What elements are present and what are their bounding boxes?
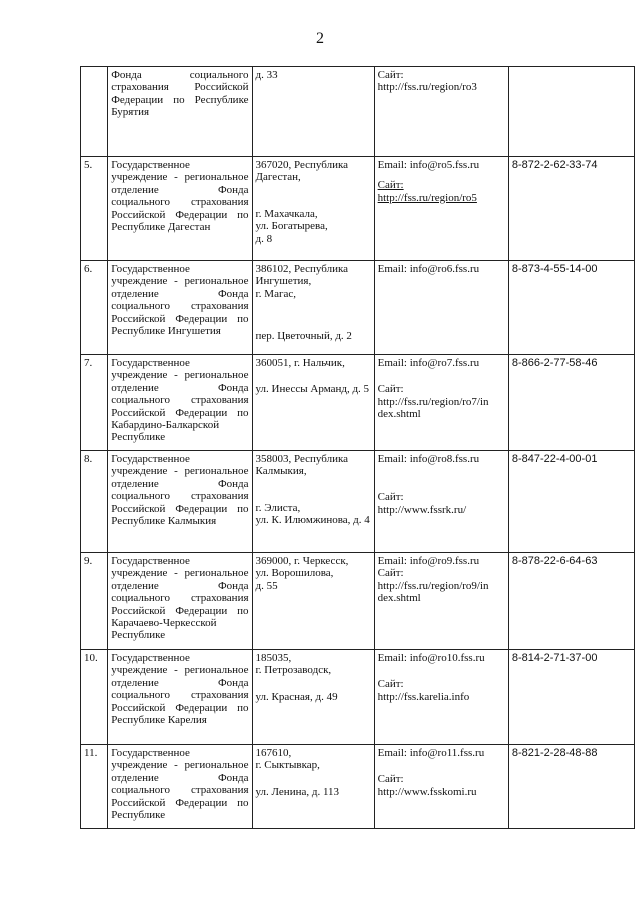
cell-line: Сайт: <box>377 69 404 81</box>
cell-line: г. Петрозаводск, <box>255 664 332 677</box>
table-row <box>81 355 635 451</box>
cell-line: Email: info@ro8.fss.ru <box>377 453 480 465</box>
address-cell <box>252 67 374 157</box>
contact-cell <box>374 355 508 451</box>
table-row <box>81 67 635 157</box>
cell-line: г. Сыктывкар, <box>255 759 320 772</box>
cell-line: Email: info@ro10.fss.ru <box>377 652 485 664</box>
row-number: 10. <box>81 650 108 745</box>
organization-name: Государственное учреждение - региональное отделение Фонда социального страхования Российской Федерации по Республике Калмыкия <box>108 451 252 553</box>
row-number: 7. <box>81 355 108 451</box>
contact-cell <box>374 157 508 261</box>
cell-line: Сайт: <box>377 678 404 691</box>
cell-line: пер. Цветочный, д. 2 <box>255 330 352 343</box>
cell-line: 386102, Республика Ингушетия, <box>255 263 349 288</box>
phone-number: 8-814-2-71-37-00 <box>508 650 634 745</box>
table-row <box>81 157 635 261</box>
cell-line: д. 8 <box>255 232 273 245</box>
organization-name: Государственное учреждение - региональное отделение Фонда социального страхования Российской Федерации по Карачаево-Черкесской Республике <box>108 553 252 650</box>
address-cell <box>252 650 374 745</box>
row-number: 9. <box>81 553 108 650</box>
cell-line: dex.shtml <box>377 592 421 605</box>
cell-line: 369000, г. Черкесск, <box>255 555 349 567</box>
address-cell <box>252 745 374 829</box>
cell-line: 360051, г. Нальчик, <box>255 357 345 369</box>
cell-line: Сайт: <box>377 491 404 504</box>
row-number: 5. <box>81 157 108 261</box>
phone-number: 8-872-2-62-33-74 <box>508 157 634 261</box>
cell-line: 367020, Республика Дагестан, <box>255 159 349 184</box>
cell-line: Email: info@ro7.fss.ru <box>377 357 480 369</box>
phone-number: 8-866-2-77-58-46 <box>508 355 634 451</box>
row-number <box>81 67 108 157</box>
address-cell <box>252 157 374 261</box>
table-row <box>81 650 635 745</box>
address-cell <box>252 553 374 650</box>
cell-line: 185035, <box>255 652 292 664</box>
phone-number: 8-873-4-55-14-00 <box>508 261 634 355</box>
table-row <box>81 745 635 829</box>
address-cell <box>252 261 374 355</box>
cell-line: Email: info@ro9.fss.ru <box>377 555 480 567</box>
phone-number: 8-821-2-28-48-88 <box>508 745 634 829</box>
cell-line: http://fss.ru/region/ro7/in <box>377 395 489 408</box>
organization-name: Государственное учреждение - региональное отделение Фонда социального страхования Российской Федерации по Республике <box>108 745 252 829</box>
contact-cell <box>374 261 508 355</box>
cell-line: Сайт: <box>377 383 404 396</box>
page-number: 2 <box>316 30 324 47</box>
cell-line: ул. К. Илюмжинова, д. 4 <box>255 514 370 527</box>
table-row <box>81 451 635 553</box>
organization-name: Фонда социального страхования Российской Федерации по Республике Бурятия <box>108 67 252 157</box>
organization-name: Государственное учреждение - региональное отделение Фонда социального страхования Российской Федерации по Республике Карелия <box>108 650 252 745</box>
cell-line: http://www.fssrk.ru/ <box>377 503 467 516</box>
phone-number: 8-878-22-6-64-63 <box>508 553 634 650</box>
cell-line: http://fss.ru/region/ro3 <box>377 81 477 94</box>
cell-line: Сайт: <box>377 567 404 580</box>
cell-line: г. Магас, <box>255 287 296 300</box>
organization-name: Государственное учреждение - региональное отделение Фонда социального страхования Российской Федерации по Кабардино-Балкарской Республике <box>108 355 252 451</box>
cell-line: http://fss.ru/region/ro9/in <box>377 579 489 592</box>
row-number: 8. <box>81 451 108 553</box>
cell-line: г. Элиста, <box>255 501 301 514</box>
contact-cell <box>374 745 508 829</box>
cell-line: ул. Ленина, д. 113 <box>255 785 340 798</box>
phone-number <box>508 67 634 157</box>
cell-line: 358003, Республика Калмыкия, <box>255 453 349 478</box>
cell-line: Сайт: <box>377 179 404 192</box>
address-cell <box>252 451 374 553</box>
contact-cell <box>374 451 508 553</box>
row-number: 6. <box>81 261 108 355</box>
cell-line: 167610, <box>255 747 292 759</box>
cell-line: http://fss.karelia.info <box>377 690 470 703</box>
cell-line: ул. Красная, д. 49 <box>255 690 338 703</box>
cell-line: dex.shtml <box>377 408 421 421</box>
contact-cell <box>374 553 508 650</box>
fss-offices-table <box>80 66 635 829</box>
cell-line: Email: info@ro6.fss.ru <box>377 263 480 275</box>
row-number: 11. <box>81 745 108 829</box>
table-row <box>81 261 635 355</box>
cell-line: ул. Богатырева, <box>255 220 328 233</box>
cell-line: http://www.fsskomi.ru <box>377 785 477 798</box>
cell-line: д. 55 <box>255 579 278 592</box>
contact-cell <box>374 67 508 157</box>
address-cell <box>252 355 374 451</box>
organization-name: Государственное учреждение - региональное отделение Фонда социального страхования Российской Федерации по Республике Ингушетия <box>108 261 252 355</box>
cell-line: Сайт: <box>377 773 404 786</box>
phone-number: 8-847-22-4-00-01 <box>508 451 634 553</box>
cell-line: ул. Инессы Арманд, д. 5 <box>255 383 370 396</box>
cell-line: г. Махачкала, <box>255 207 318 220</box>
cell-line: д. 33 <box>255 69 278 81</box>
cell-line: ул. Ворошилова, <box>255 567 334 580</box>
contact-cell <box>374 650 508 745</box>
cell-line: Email: info@ro11.fss.ru <box>377 747 485 759</box>
cell-line: Email: info@ro5.fss.ru <box>377 159 480 171</box>
table-row <box>81 553 635 650</box>
organization-name: Государственное учреждение - региональное отделение Фонда социального страхования Российской Федерации по Республике Дагестан <box>108 157 252 261</box>
cell-line: http://fss.ru/region/ro5 <box>377 191 477 204</box>
